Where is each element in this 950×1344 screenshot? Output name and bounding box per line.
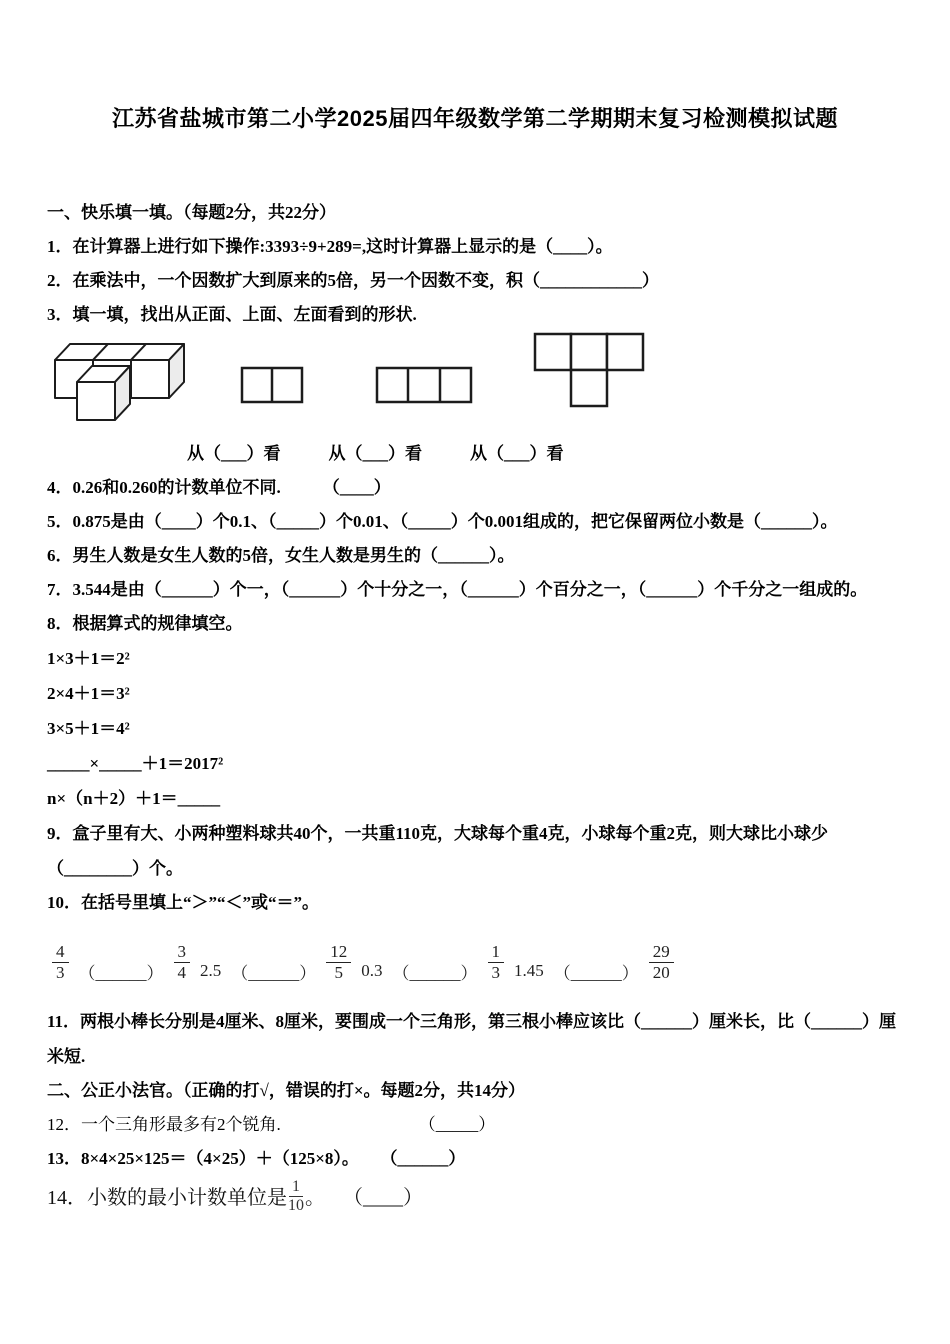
question-14-answer-blank: （____） <box>353 1187 423 1209</box>
question-8: 8．根据算式的规律填空。 <box>47 614 243 633</box>
question-14-period: 。 <box>305 1187 325 1209</box>
comparison-blank-3: （______） <box>392 963 478 983</box>
page-title: 江苏省盐城市第二小学2025届四年级数学第二学期期末复习检测模拟试题 <box>112 106 838 131</box>
fraction-3-4 <box>174 942 191 982</box>
question-9: 9．盒子里有大、小两种塑料球共40个，一共重110克，大球每个重4克，小球每个重2克，则大球比小球少（________）个。 <box>47 824 829 878</box>
question-5: 5．0.875是由（____）个0.1、（_____）个0.01、（_____）个0.001组成的，把它保留两位小数是（______）。 <box>47 512 838 531</box>
denominator: 3 <box>491 962 500 982</box>
question-12 <box>47 1108 903 1142</box>
numerator: 29 <box>649 942 674 963</box>
comparison-blank-2: （______） <box>231 963 317 983</box>
fraction-1-10 <box>288 1178 304 1216</box>
denominator: 3 <box>56 962 65 982</box>
question-4 <box>47 471 903 505</box>
decimal-1-45: 1.45 <box>514 961 544 980</box>
question-4-answer-blank: （____） <box>322 478 391 497</box>
decimal-2-5: 2.5 <box>200 961 222 980</box>
question-7: 7．3.544是由（______）个一，（______）个十分之一，（______）个百分之一，（______）个千分之一组成的。 <box>47 580 868 599</box>
question-10: 10．在括号里填上“＞”“＜”或“＝”。 <box>47 893 319 912</box>
comparison-blank-1: （______） <box>78 963 164 983</box>
question-13-text: 13．8×4×25×125＝（4×25）＋（125×8）。 <box>47 1149 359 1168</box>
numerator: 1 <box>488 942 505 963</box>
section-2-heading: 二、公正小法官。（正确的打√，错误的打×。每题2分，共14分） <box>47 1081 526 1100</box>
fraction-1-3 <box>488 942 505 982</box>
view-caption-row <box>47 437 903 471</box>
question-12-text: 12．一个三角形最多有2个锐角. <box>47 1115 281 1134</box>
question-8-equation-1: 1×3＋1＝2² <box>47 649 130 668</box>
question-3-figures <box>47 332 903 437</box>
question-6: 6．男生人数是女生人数的5倍，女生人数是男生的（______）。 <box>47 546 515 565</box>
question-8-equation-3: 3×5＋1＝4² <box>47 719 130 738</box>
denominator: 4 <box>177 962 186 982</box>
view-grid-1x3-figure <box>375 366 473 404</box>
denominator: 5 <box>334 962 343 982</box>
numerator: 3 <box>174 942 191 963</box>
question-4-text: 4．0.26和0.260的计数单位不同. <box>47 478 281 497</box>
question-8-equation-2: 2×4＋1＝3² <box>47 684 130 703</box>
view-caption-front: 从（___）看 <box>187 444 281 463</box>
question-10-comparison-row <box>47 920 903 1004</box>
denominator: 10 <box>288 1196 304 1214</box>
view-caption-left: 从（___）看 <box>470 444 564 463</box>
comparison-blank-4: （______） <box>553 963 639 983</box>
t-shape-figure <box>533 332 645 410</box>
question-2: 2．在乘法中，一个因数扩大到原来的5倍，另一个因数不变，积（____________） <box>47 271 659 290</box>
denominator: 20 <box>652 962 670 982</box>
question-13 <box>47 1142 903 1176</box>
view-grid-1x2-figure <box>240 366 304 404</box>
question-11: 11．两根小棒长分别是4厘米、8厘米，要围成一个三角形，第三根小棒应该比（______）厘米长，比（______）厘米短. <box>47 1012 897 1066</box>
numerator: 1 <box>289 1178 303 1197</box>
question-1: 1．在计算器上进行如下操作:3393÷9+289=,这时计算器上显示的是（____）。 <box>47 237 613 256</box>
question-14-text: 14．小数的最小计数单位是 <box>47 1187 287 1209</box>
decimal-0-3: 0.3 <box>361 961 383 980</box>
numerator: 12 <box>326 942 351 963</box>
numerator: 4 <box>52 942 69 963</box>
question-8-equation-5: n×（n＋2）＋1＝_____ <box>47 789 221 808</box>
fraction-12-5 <box>326 942 351 982</box>
question-8-equation-4: _____×_____＋1＝2017² <box>47 754 224 773</box>
question-3: 3．填一填，找出从正面、上面、左面看到的形状. <box>47 305 417 324</box>
fraction-4-3 <box>52 942 69 982</box>
question-14 <box>47 1176 903 1220</box>
cube-stack-3d-figure <box>50 338 192 432</box>
section-1-heading: 一、快乐填一填。（每题2分，共22分） <box>47 203 336 222</box>
view-caption-top: 从（___）看 <box>328 444 422 463</box>
question-13-answer-blank: （______） <box>388 1149 466 1168</box>
question-12-answer-blank: （_____） <box>418 1115 496 1134</box>
fraction-29-20 <box>649 942 674 982</box>
